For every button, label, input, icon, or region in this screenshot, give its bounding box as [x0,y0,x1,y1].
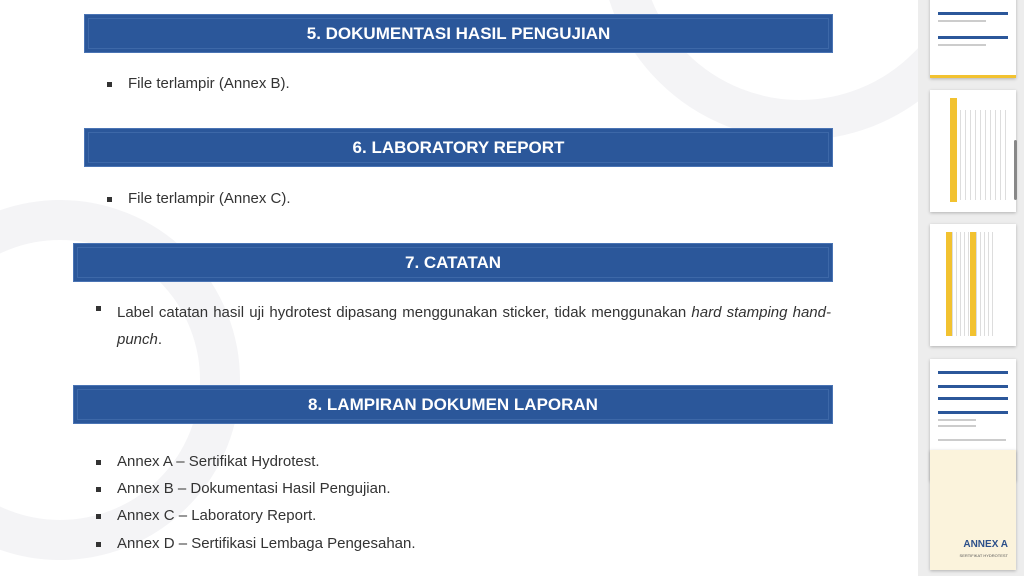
note-italic: hard stamping hand-punch [117,304,831,348]
bullet-icon [96,487,101,492]
page-thumbnail[interactable] [930,224,1016,346]
section-header-7: 7. CATATAN [73,243,833,282]
list-item-text: Annex D – Sertifikasi Lembaga Pengesahan. [117,535,416,552]
bullet-icon [96,460,101,465]
list-item-text: Annex A – Sertifikat Hydrotest. [117,453,320,470]
list-item [96,535,416,552]
bullet-icon [107,197,112,202]
page-thumbnail[interactable] [930,0,1016,78]
bullet-icon [96,306,101,311]
list-item [107,190,291,207]
list-item [107,75,290,92]
note-text [117,299,831,353]
list-item-text: Annex B – Dokumentasi Hasil Pengujian. [117,480,391,497]
page-thumbnail-annex-a[interactable] [930,450,1016,570]
list-item [96,299,831,353]
note-end: . [157,331,163,348]
bullet-icon [107,82,112,87]
section-header-8: 8. LAMPIRAN DOKUMEN LAPORAN [73,385,833,424]
list-item-text: File terlampir (Annex C). [128,190,291,207]
list-item [96,507,316,524]
bullet-icon [96,542,101,547]
scrollbar[interactable] [1014,140,1017,200]
page-thumbnail[interactable] [930,90,1016,212]
bullet-icon [96,514,101,519]
list-item [96,453,320,470]
list-item [96,480,391,497]
list-item-text: File terlampir (Annex B). [128,75,290,92]
page-thumbnail-panel[interactable] [918,0,1024,576]
annex-subtitle: SERTIFIKAT HYDROTEST [959,553,1008,558]
section-header-5: 5. DOKUMENTASI HASIL PENGUJIAN [84,14,833,53]
annex-title: ANNEX A [963,539,1008,550]
list-item-text: Annex C – Laboratory Report. [117,507,317,524]
note-plain: Label catatan hasil uji hydrotest dipasang menggunakan sticker, tidak menggunakan [117,304,692,321]
section-header-6: 6. LABORATORY REPORT [84,128,833,167]
